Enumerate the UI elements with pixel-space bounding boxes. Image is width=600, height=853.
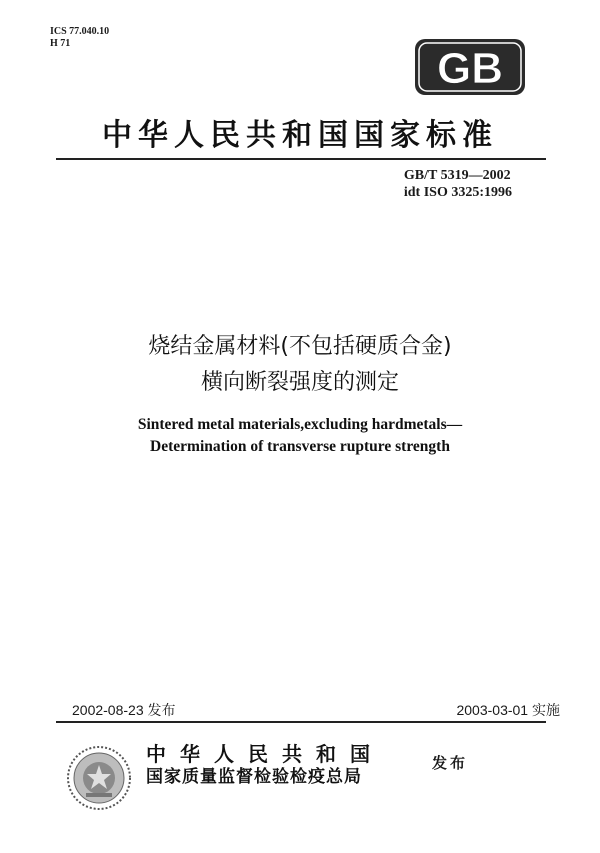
national-emblem-seal-icon (66, 745, 132, 811)
standard-title: 中华人民共和国国家标准 (102, 118, 498, 153)
gb-logo-icon (414, 38, 526, 96)
english-title-line-1: Sintered metal materials,excluding hardmetals— (137, 416, 463, 433)
issuer-line-1: 中华人民共和国 (146, 742, 384, 766)
adoption-note: idt ISO 3325:1996 (403, 185, 512, 200)
english-title-line-2: Determination of transverse rupture strength (150, 438, 450, 455)
issuer-line-2: 国家质量监督检验检疫总局 (146, 767, 362, 787)
issue-date: 2002-08-23 发布 (72, 702, 176, 718)
standard-number: GB/T 5319—2002 (403, 168, 511, 183)
ics-code: ICS 77.040.10 (50, 26, 110, 37)
issuer-block (146, 742, 384, 788)
top-divider (56, 158, 546, 160)
implement-date: 2003-03-01 实施 (456, 702, 560, 718)
ccs-code: H 71 (50, 38, 71, 49)
standard-number-block (404, 167, 512, 201)
chinese-title-line-1: 烧结金属材料(不包括硬质合金) (148, 334, 452, 359)
gb-logo-text: GB (437, 44, 503, 93)
bottom-divider (56, 721, 546, 723)
publish-label: 发布 (432, 754, 469, 772)
chinese-title-line-2: 横向断裂强度的测定 (200, 370, 399, 395)
classification-codes (50, 26, 109, 50)
